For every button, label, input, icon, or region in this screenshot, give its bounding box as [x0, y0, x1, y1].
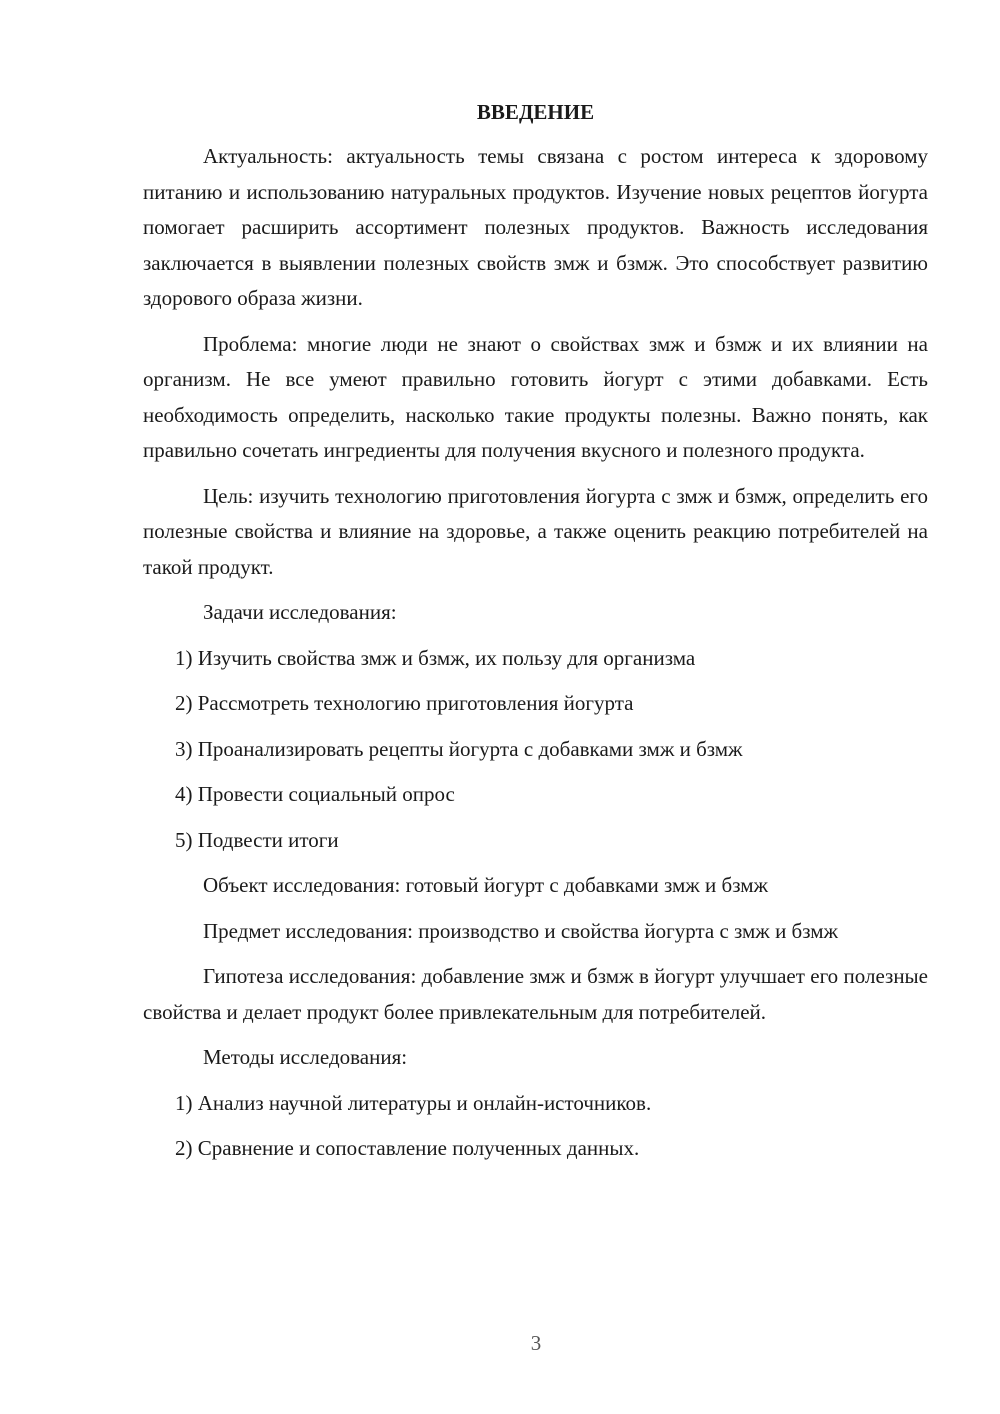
object-paragraph: Объект исследования: готовый йогурт с добавками змж и бзмж — [203, 873, 769, 897]
task-item: 4) Провести социальный опрос — [175, 782, 455, 806]
subject-paragraph: Предмет исследования: производство и свойства йогурта с змж и бзмж — [203, 918, 839, 943]
methods-list — [143, 1086, 928, 1167]
problem-paragraph: Проблема: многие люди не знают о свойствах змж и бзмж и их влиянии на организм. Не все умеют правильно готовить йогурт с этими добавками. Есть необходимость определить, насколько такие продукты полезны. Важно понять, как правильно сочетать ингредиенты для получения вкусного и полезного продукта. — [143, 331, 928, 462]
task-item: 3) Проанализировать рецепты йогурта с добавками змж и бзмж — [175, 736, 743, 761]
method-item: 1) Анализ научной литературы и онлайн-источников. — [175, 1090, 652, 1115]
methods-title: Методы исследования: — [203, 1045, 408, 1069]
method-item: 2) Сравнение и сопоставление полученных данных. — [175, 1136, 640, 1160]
goal-paragraph: Цель: изучить технологию приготовления йогурта с змж и бзмж, определить его полезные свойства и влияние на здоровье, а также оценить реакцию потребителей на такой продукт. — [143, 483, 928, 579]
tasks-list — [143, 641, 928, 859]
task-item: 5) Подвести итоги — [175, 827, 339, 852]
task-item: 2) Рассмотреть технологию приготовления йогурта — [175, 691, 634, 715]
task-item: 1) Изучить свойства змж и бзмж, их пользу для организма — [175, 645, 696, 670]
tasks-title: Задачи исследования: — [203, 600, 397, 624]
relevance-paragraph: Актуальность: актуальность темы связана с ростом интереса к здоровому питанию и использованию натуральных продуктов. Изучение новых рецептов йогурта помогает расширить ассортимент полезных продуктов. Важность исследования заключается в выявлении полезных свойств змж и бзмж. Это способствует развитию здорового образа жизни. — [143, 144, 928, 310]
hypothesis-paragraph: Гипотеза исследования: добавление змж и бзмж в йогурт улучшает его полезные свойства и делает продукт более привлекательным для потребителей. — [143, 964, 928, 1024]
section-heading: ВВЕДЕНИЕ — [476, 100, 595, 124]
page-number: 3 — [530, 1331, 542, 1355]
document-page — [143, 95, 928, 1177]
